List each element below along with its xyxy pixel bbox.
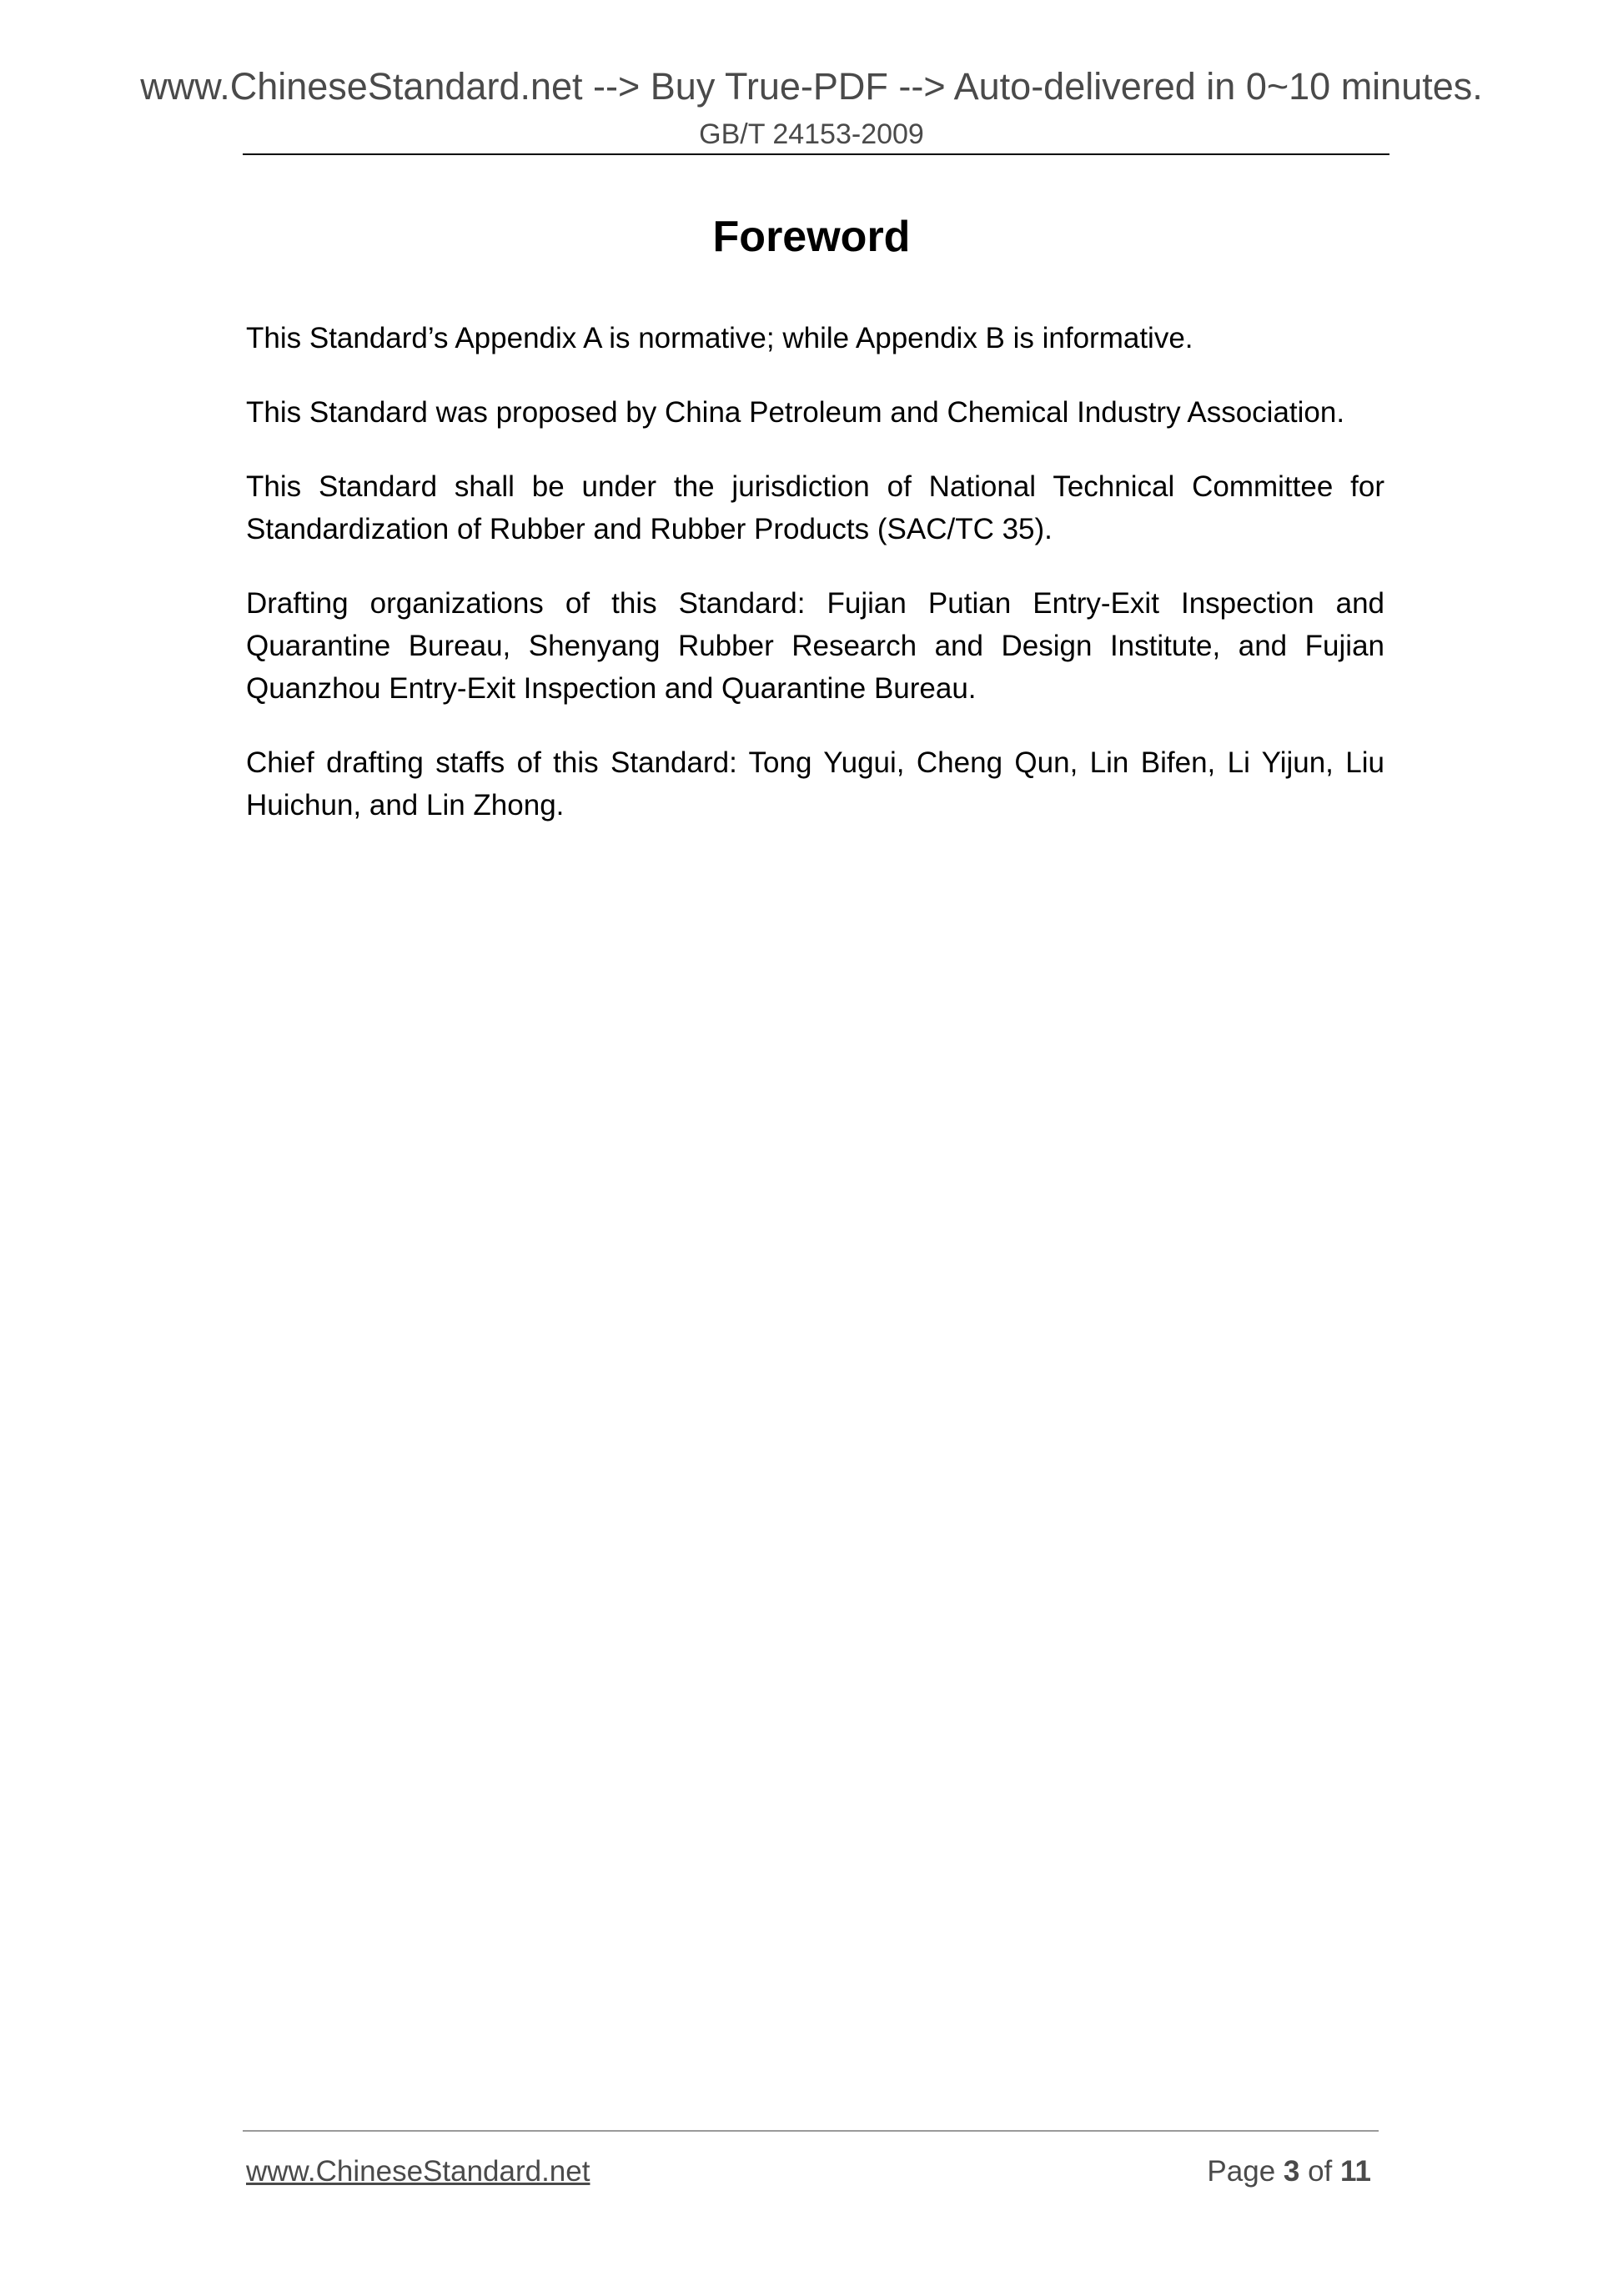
page-number	[1207, 2153, 1371, 2190]
header-banner: www.ChineseStandard.net --> Buy True-PDF --> Auto-delivered in 0~10 minutes.	[140, 65, 1483, 108]
page-title: Foreword	[712, 213, 911, 261]
paragraph-drafting-staffs: Chief drafting staffs of this Standard: Tong Yugui, Cheng Qun, Lin Bifen, Li Yijun, Liu Huichun, and Lin Zhong.	[246, 746, 1384, 821]
paragraph-proposer: This Standard was proposed by China Petroleum and Chemical Industry Association.	[246, 396, 1345, 429]
paragraph-drafting-organizations: Drafting organizations of this Standard: Fujian Putian Entry-Exit Inspection and Quarantine Bureau, Shenyang Rubber Research and Design Institute, and Fujian Quanzhou Entry-Exit Inspection and Quarantine Bureau.	[246, 587, 1384, 705]
page-of: of	[1299, 2155, 1340, 2188]
footer-divider	[243, 2130, 1379, 2132]
page-current: 3	[1283, 2155, 1300, 2188]
document-code: GB/T 24153-2009	[699, 118, 924, 150]
page-prefix: Page	[1207, 2155, 1284, 2188]
paragraph-appendix-note: This Standard’s Appendix A is normative; while Appendix B is informative.	[246, 322, 1193, 354]
foreword-body	[246, 317, 1384, 858]
paragraph-jurisdiction: This Standard shall be under the jurisdiction of National Technical Committee for Standardization of Rubber and Rubber Products (SAC/TC 35).	[246, 470, 1384, 545]
header-divider	[243, 153, 1389, 155]
footer-website-link[interactable]: www.ChineseStandard.net	[246, 2155, 590, 2188]
page-total: 11	[1340, 2155, 1371, 2188]
